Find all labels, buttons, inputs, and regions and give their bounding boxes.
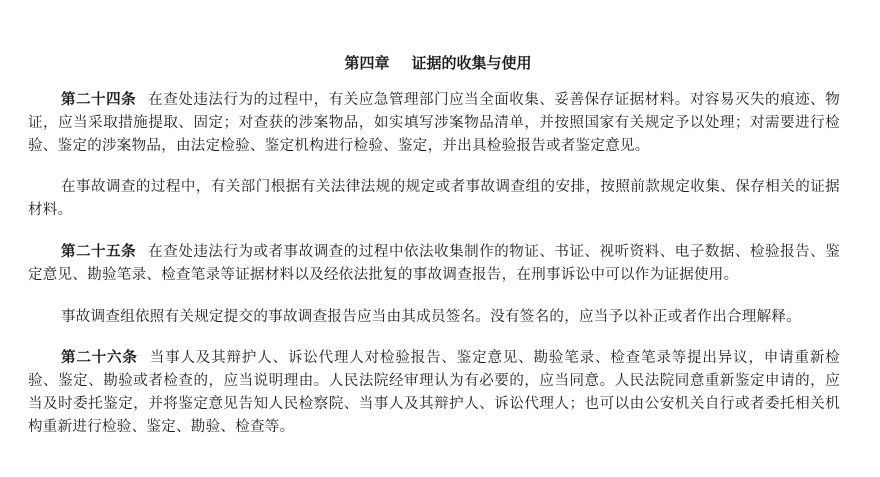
- paragraph-text: 当事人及其辩护人、诉讼代理人对检验报告、鉴定意见、勘验笔录、检查笔录等提出异议，申请重新检验、鉴定、勘验或者检查的，应当说明理由。人民法院经审理认为有必要的，应当同意。人民法院同意重新鉴定申请的，应当及时委托鉴定，并将鉴定意见告知人民检察院、当事人及其辩护人、诉讼代理人；也可以由公安机关自行或者委托相关机构重新进行检验、鉴定、勘验、检查等。: [28, 350, 841, 435]
- article-number: 第二十四条: [61, 92, 137, 108]
- paragraph-article-24-clause-2: [28, 176, 840, 222]
- paragraph-article-25-clause-2: [28, 306, 840, 329]
- paragraph-text: 事故调查组依照有关规定提交的事故调查报告应当由其成员签名。没有签名的，应当予以补正或者作出合理解释。: [61, 309, 801, 325]
- article-number: 第二十六条: [61, 350, 138, 366]
- paragraph-text: 在查处违法行为的过程中，有关应急管理部门应当全面收集、妥善保存证据材料。对容易灭失的痕迹、物证，应当采取措施提取、固定；对查获的涉案物品，如实填写涉案物品清单，并按照国家有关规定予以处理；对需要进行检验、鉴定的涉案物品，由法定检验、鉴定机构进行检验、鉴定，并出具检验报告或者鉴定意见。: [28, 92, 841, 154]
- paragraph-text: 在查处违法行为或者事故调查的过程中依法收集制作的物证、书证、视听资料、电子数据、检验报告、鉴定意见、勘验笔录、检查笔录等证据材料以及经依法批复的事故调查报告，在刑事诉讼中可以作为证据使用。: [28, 244, 841, 283]
- chapter-title: 证据的收集与使用: [411, 54, 532, 72]
- paragraph-text: 在事故调查的过程中，有关部门根据有关法律法规的规定或者事故调查组的安排，按照前款规定收集、保存相关的证据材料。: [28, 179, 840, 218]
- paragraph-article-25: [28, 241, 840, 287]
- paragraph-article-24: [28, 89, 840, 158]
- article-number: 第二十五条: [61, 244, 137, 260]
- chapter-number: 第四章: [344, 54, 390, 72]
- paragraph-article-26: [28, 347, 840, 439]
- chapter-heading: [28, 0, 840, 74]
